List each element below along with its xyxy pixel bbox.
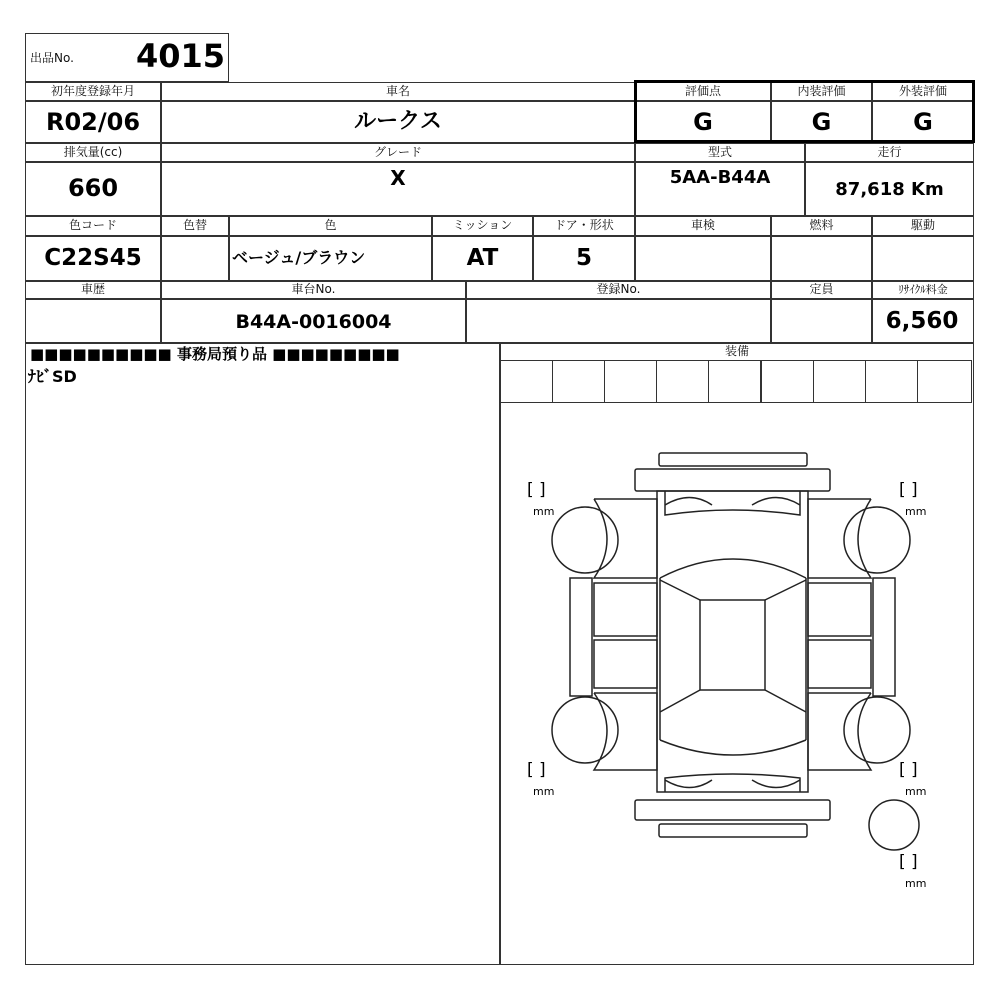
capacity-value-cell	[771, 299, 872, 343]
left-front-wheel	[552, 507, 618, 573]
exterior-label: 外装評価	[898, 84, 947, 98]
equipment-grid	[500, 360, 972, 403]
year-label: 初年度登録年月	[50, 84, 135, 98]
capacity-label: 定員	[809, 282, 834, 296]
repaint-value-cell	[161, 236, 229, 281]
left-rear-fender	[594, 693, 657, 770]
equipment-slot	[708, 360, 761, 403]
score-value: G	[693, 108, 713, 136]
history-value-cell	[25, 299, 161, 343]
right-rear-wheel	[844, 697, 910, 763]
left-front-fender	[594, 499, 657, 578]
rear-bumper-lower	[659, 824, 807, 837]
drive-value-cell	[872, 236, 974, 281]
color-code-label: 色コード	[68, 218, 117, 232]
chassis-value: B44A-0016004	[235, 311, 392, 333]
tread-unit-lr: mm	[533, 785, 555, 798]
model-label: 型式	[707, 145, 732, 159]
tread-unit-rr: mm	[905, 785, 927, 798]
left-rear-door	[594, 640, 657, 688]
mileage-label: 走行	[877, 145, 902, 159]
rear-window	[660, 740, 806, 755]
inspection-value-cell	[635, 236, 771, 281]
score-label: 評価点	[684, 84, 721, 98]
notes-line-1: ﾅﾋﾞSD	[28, 367, 77, 386]
right-taillight	[752, 780, 800, 788]
trans-value: AT	[466, 245, 499, 271]
chassis-label: 車台No.	[291, 282, 336, 296]
spare-wheel	[869, 800, 919, 850]
door-value: 5	[575, 245, 592, 271]
equipment-label: 装備	[724, 344, 749, 358]
tread-unit-rf: mm	[905, 505, 927, 518]
grade-value: X	[390, 166, 406, 190]
exterior-value: G	[913, 108, 933, 136]
cc-value: 660	[67, 174, 119, 202]
interior-label: 内装評価	[797, 84, 846, 98]
tread-bracket-lf: [ ]	[527, 480, 546, 500]
equipment-slot	[656, 360, 709, 403]
front-bumper-lower	[635, 469, 830, 491]
year-value: R02/06	[45, 108, 141, 136]
inspection-label: 車検	[690, 218, 715, 232]
tread-unit-lf: mm	[533, 505, 555, 518]
right-headlight	[752, 498, 800, 506]
trunk	[665, 774, 800, 792]
windshield	[660, 559, 806, 578]
lot-number: 4015	[135, 37, 225, 75]
roof	[660, 578, 806, 740]
roof-panel	[700, 600, 765, 690]
recycle-value: 6,560	[885, 308, 959, 334]
left-taillight	[665, 780, 712, 788]
drive-label: 駆動	[910, 218, 935, 232]
color-label: 色	[324, 218, 337, 232]
right-front-door	[808, 583, 871, 636]
rear-bumper	[635, 800, 830, 820]
equipment-slot	[552, 360, 605, 403]
right-rear-door	[808, 640, 871, 688]
mileage-value: 87,618 Km	[835, 179, 944, 200]
color-value: ベージュ/ブラウン	[232, 248, 366, 267]
history-label: 車歴	[80, 282, 105, 296]
reg-label: 登録No.	[596, 282, 641, 296]
door-label: ドア・形状	[554, 218, 614, 232]
equipment-slot	[604, 360, 657, 403]
car-name: ルークス	[354, 109, 442, 134]
equipment-slot	[813, 360, 866, 403]
equipment-slot	[917, 360, 972, 403]
recycle-label: ﾘｻｲｸﾙ料金	[898, 283, 948, 296]
tread-bracket-lr: [ ]	[527, 760, 546, 780]
color-code-value: C22S45	[44, 245, 142, 271]
left-headlight	[665, 498, 712, 506]
front-bumper	[659, 453, 807, 466]
tread-bracket-rf: [ ]	[899, 480, 918, 500]
hood	[665, 491, 800, 515]
name-label: 車名	[385, 84, 410, 98]
model-value: 5AA-B44A	[669, 167, 771, 188]
notes-area	[25, 343, 500, 965]
tread-bracket-rr: [ ]	[899, 760, 918, 780]
fuel-label: 燃料	[809, 218, 834, 232]
fuel-value-cell	[771, 236, 872, 281]
trans-label: ミッション	[452, 218, 513, 232]
grade-label: グレード	[373, 145, 422, 159]
tread-unit-spare: mm	[905, 877, 927, 890]
left-sill	[570, 578, 592, 696]
equipment-slot	[500, 360, 553, 403]
lot-label: 出品No.	[30, 51, 74, 65]
equipment-slot	[865, 360, 918, 403]
right-sill	[873, 578, 895, 696]
equipment-slot	[761, 360, 814, 403]
right-front-wheel	[844, 507, 910, 573]
interior-value: G	[811, 108, 832, 136]
left-rear-wheel	[552, 697, 618, 763]
reg-value-cell	[466, 299, 771, 343]
notes-header: ■■■■■■■■■■ 事務局預り品 ■■■■■■■■■	[30, 345, 400, 363]
left-front-door	[594, 583, 657, 636]
repaint-label: 色替	[182, 218, 207, 232]
tread-bracket-spare: [ ]	[899, 852, 918, 872]
cc-label: 排気量(cc)	[63, 145, 123, 159]
